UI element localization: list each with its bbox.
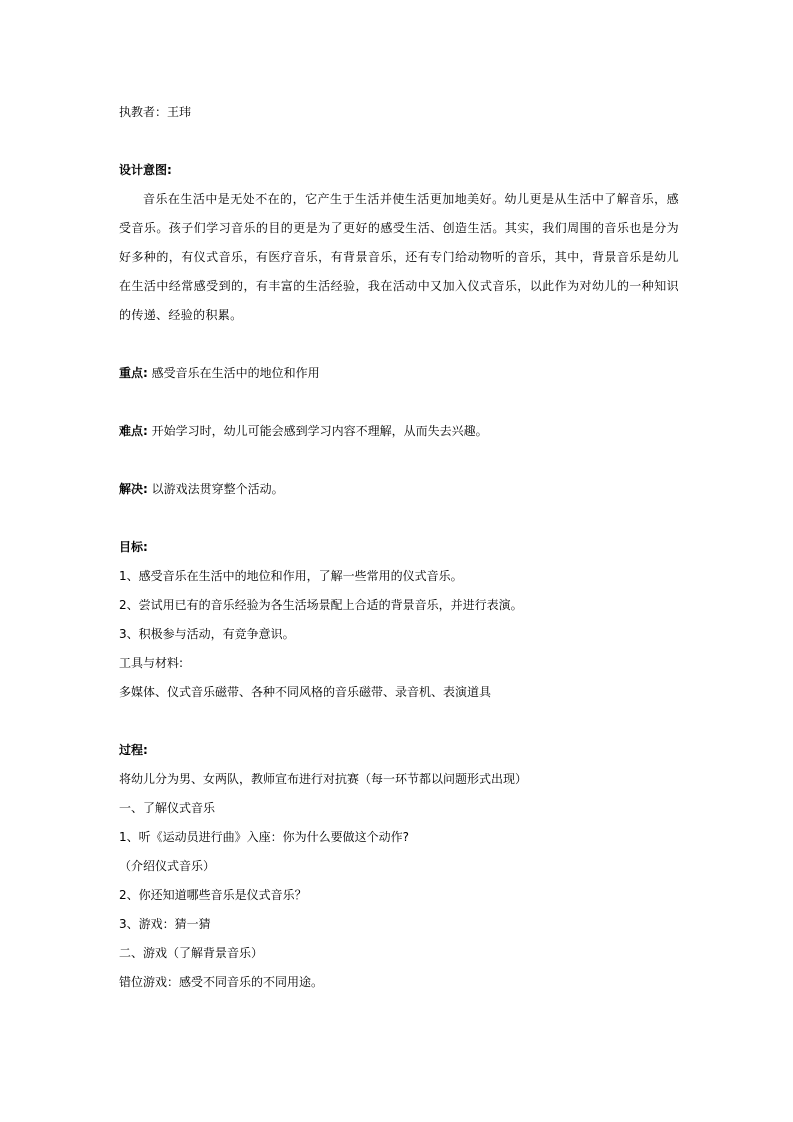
spacer	[119, 330, 679, 359]
key-point-label: 重点:	[119, 366, 148, 380]
difficulty-text: 开始学习时，幼儿可能会感到学习内容不理解，从而失去兴趣。	[147, 424, 488, 438]
process-line: 1、听《运动员进行曲》入座：你为什么要做这个动作?	[119, 830, 410, 844]
difficulty-line	[119, 417, 679, 446]
goal-item: 3、积极参与活动，有竞争意识。	[119, 627, 295, 641]
spacer	[119, 127, 679, 156]
materials-label: 工具与材料:	[119, 656, 184, 670]
key-point-text: 感受音乐在生活中的地位和作用	[147, 366, 320, 380]
spacer	[119, 707, 679, 736]
solution-text: 以游戏法贯穿整个活动。	[147, 482, 284, 496]
process-line: （介绍仪式音乐）	[119, 859, 216, 873]
solution-label: 解决:	[119, 482, 148, 496]
process-line: 错位游戏：感受不同音乐的不同用途。	[119, 975, 324, 989]
process-line: 2、你还知道哪些音乐是仪式音乐？	[119, 888, 307, 902]
process-line: 二、游戏（了解背景音乐）	[119, 946, 264, 960]
instructor-label: 执教者：	[119, 105, 168, 119]
spacer	[119, 446, 679, 475]
process-heading: 过程:	[119, 743, 148, 757]
goal-item: 1、感受音乐在生活中的地位和作用，了解一些常用的仪式音乐。	[119, 569, 463, 583]
document-page	[119, 98, 679, 997]
difficulty-label: 难点:	[119, 424, 148, 438]
key-point-line	[119, 359, 679, 388]
solution-line	[119, 475, 679, 504]
goals-heading: 目标:	[119, 540, 148, 554]
materials-list: 多媒体、仪式音乐磁带、各种不同风格的音乐磁带、录音机、表演道具	[119, 685, 492, 699]
design-intent-paragraph: 音乐在生活中是无处不在的，它产生于生活并使生活更加地美好。幼儿更是从生活中了解音乐，感受音乐。孩子们学习音乐的目的更是为了更好的感受生活、创造生活。其实，我们周围的音乐也是分为好多种的，有仪式音乐，有医疗音乐，有背景音乐，还有专门给动物听的音乐，其中，背景音乐是幼儿在生活中经常感受到的，有丰富的生活经验，我在活动中又加入仪式音乐，以此作为对幼儿的一种知识的传递、经验的积累。	[119, 192, 679, 322]
spacer	[119, 388, 679, 417]
process-line: 一、了解仪式音乐	[119, 801, 216, 815]
instructor-line	[119, 98, 679, 127]
goal-item: 2、尝试用已有的音乐经验为各生活场景配上合适的背景音乐，并进行表演。	[119, 598, 523, 612]
design-intent-heading: 设计意图:	[119, 163, 172, 177]
process-line: 3、游戏：猜一猜	[119, 917, 211, 931]
process-line: 将幼儿分为男、女两队，教师宣布进行对抗赛（每一环节都以问题形式出现）	[119, 772, 528, 786]
spacer	[119, 504, 679, 533]
instructor-name: 王玮	[167, 105, 192, 119]
